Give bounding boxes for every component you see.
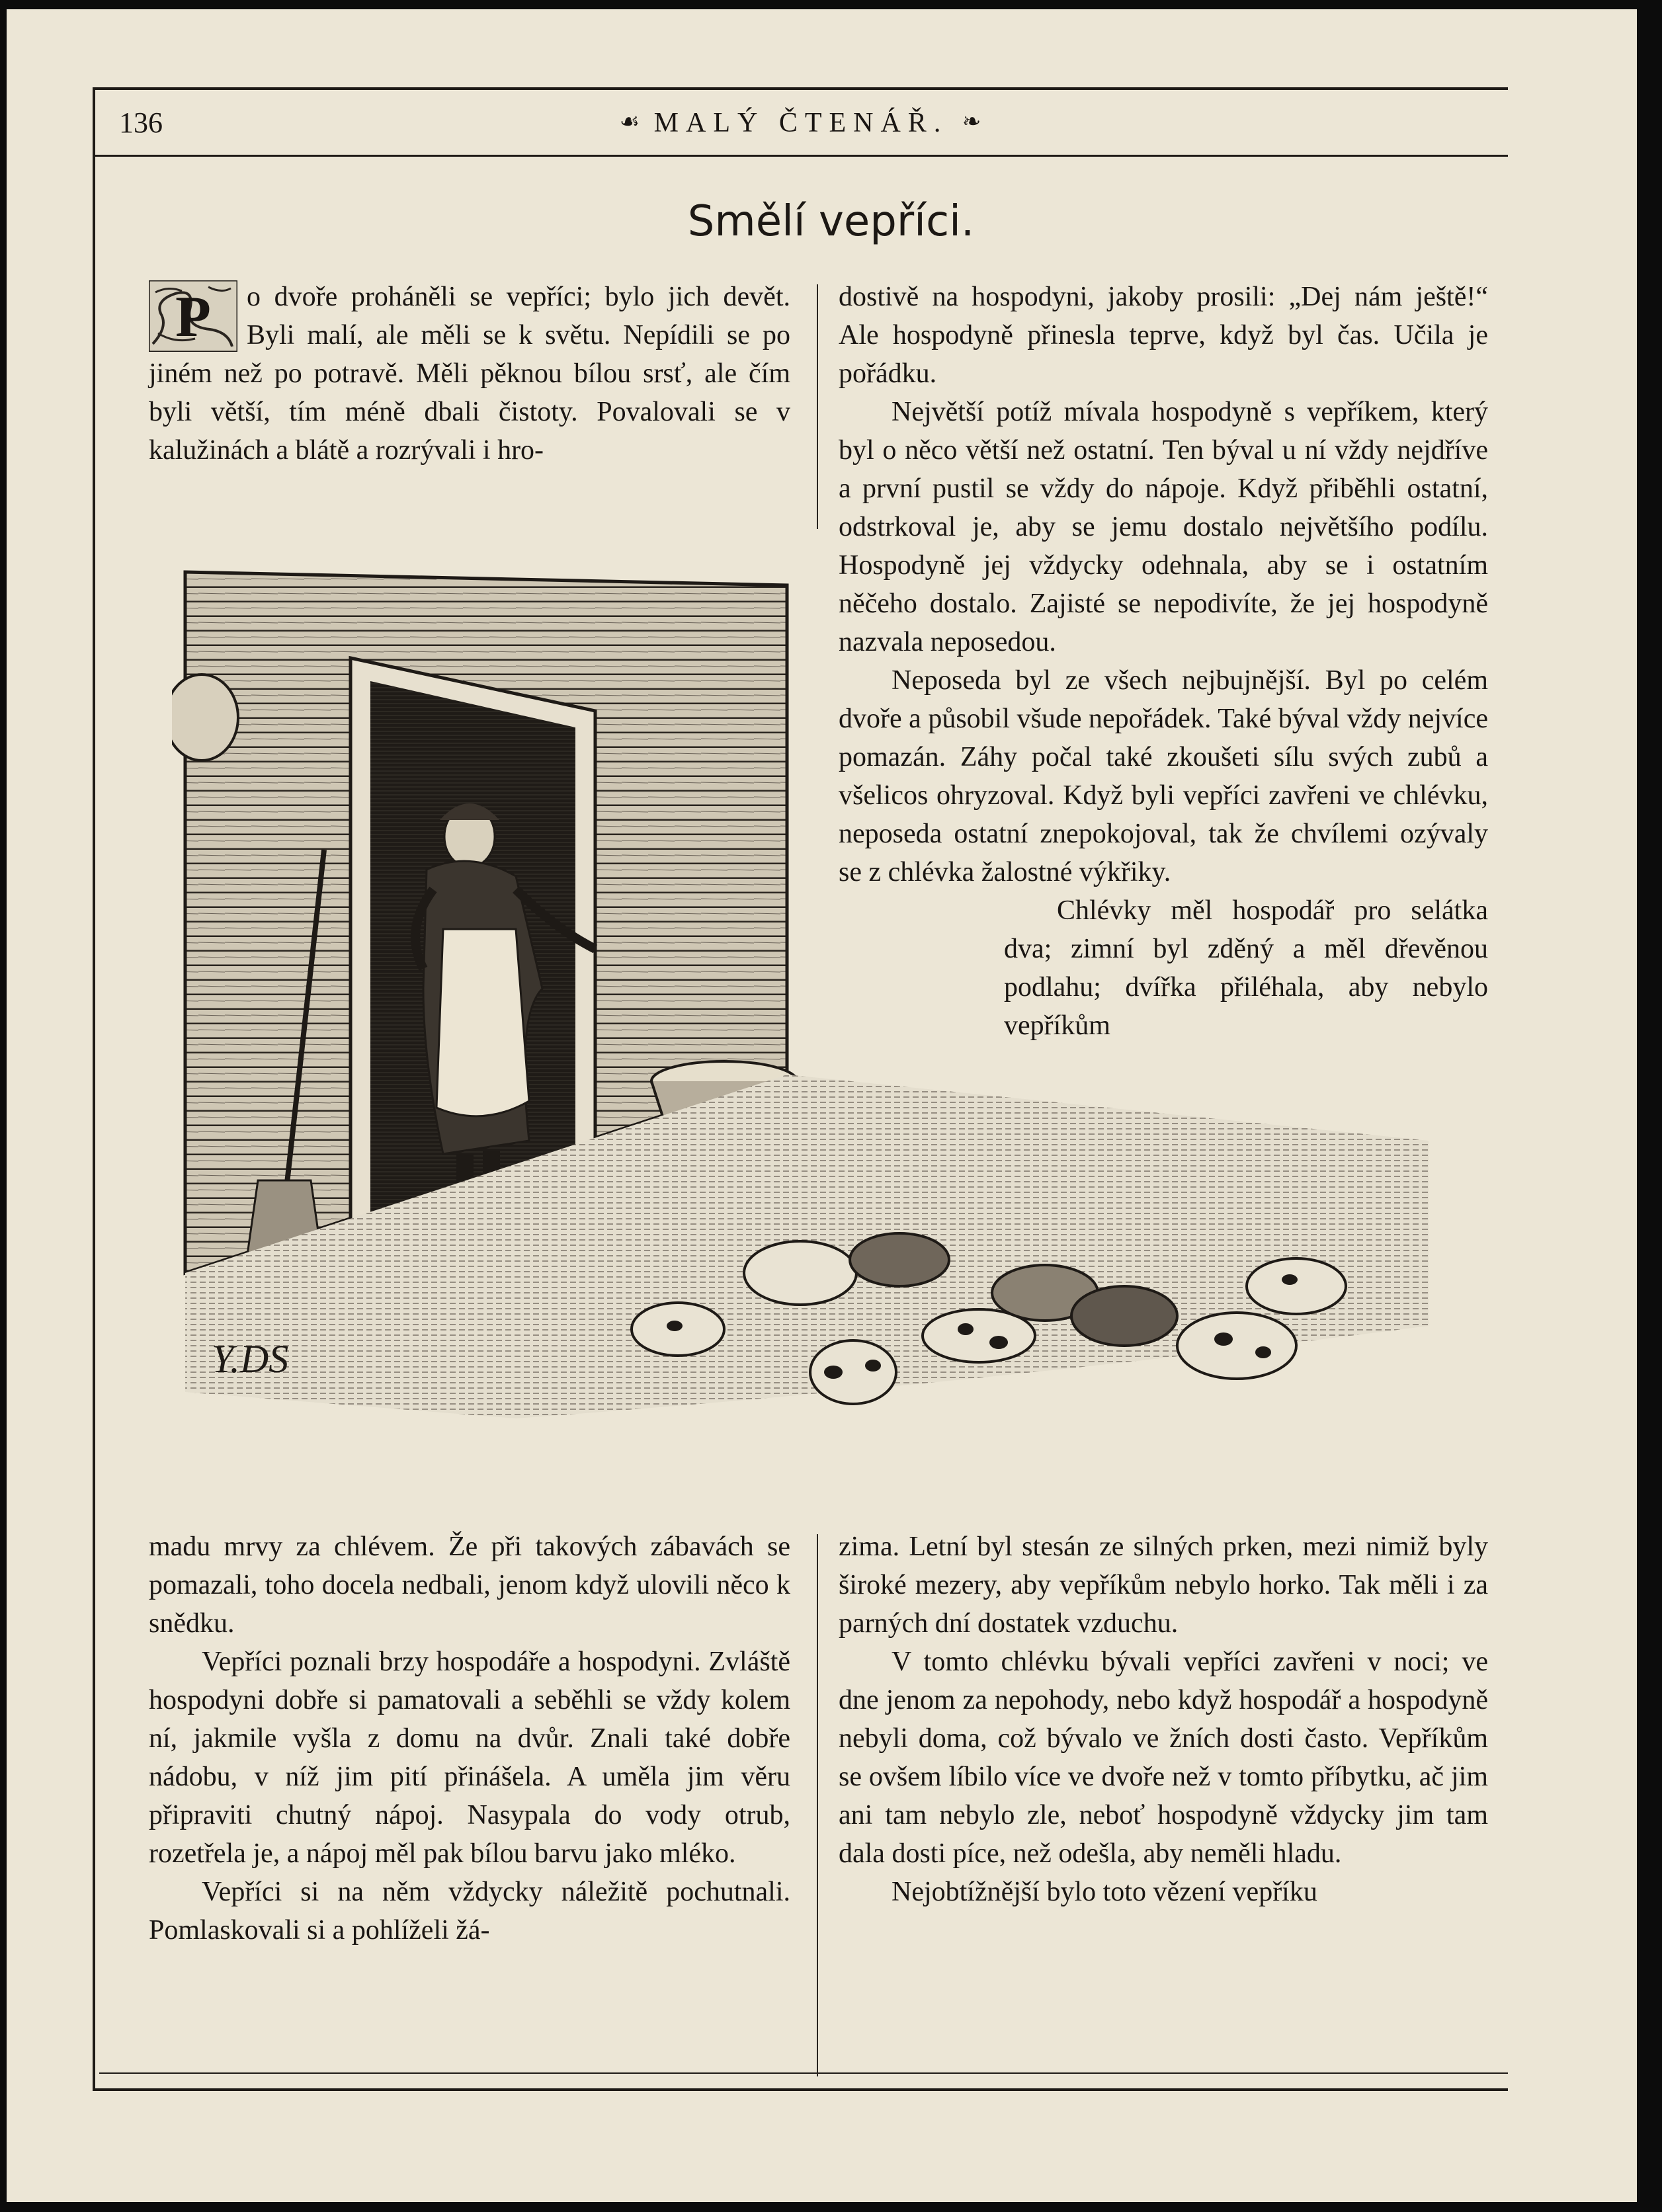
- svg-text:P: P: [175, 285, 211, 349]
- artist-signature: Y.DS: [212, 1337, 289, 1381]
- paragraph: Nejobtížnější bylo toto vězení vepříku: [892, 1877, 1317, 1907]
- paragraph: zima. Letní byl stesán ze silných prken, mezi nimiž byly široké mezery, aby vepříkům nebylo horko. Tak měli i za parných dní dostatek vzduchu.: [839, 1532, 1488, 1639]
- barn-pigs-engraving: [172, 559, 1429, 1498]
- paragraph: Vepříci si na něm vždycky náležitě pochutnali. Pomlaskovali si a pohlíželi žá-: [149, 1877, 790, 1946]
- journal-title: MALÝ ČTENÁŘ.: [653, 108, 948, 138]
- article-title: Smělí vepříci.: [687, 197, 975, 246]
- dropcap: [149, 280, 237, 352]
- frame-header-rule: [93, 155, 1508, 157]
- column-divider-top: [817, 284, 818, 529]
- frame-top-rule: [93, 87, 1508, 90]
- paragraph: Neposeda byl ze všech nejbujnější. Byl po celém dvoře a působil všude nepořádek. Také býval vždy nejvíce pomazán. Záhy počal také zkoušeti sílu svých zubů a všelicos ohryzoval. Když byli vepříci zavřeni ve chlévku, neposeda ostatní znepokojoval, tak že chvílemi ozývaly se z chlévka žalostné výkřiky.: [839, 665, 1488, 887]
- running-header: [99, 99, 1501, 152]
- frame-bottom-rule: [93, 2088, 1508, 2091]
- ornament-right-icon: ❧: [962, 110, 981, 134]
- paragraph: V tomto chlévku bývali vepříci zavřeni v noci; ve dne jenom za nepohody, nebo když hospodář a hospodyně nebyli doma, což bývalo ve žních dosti často. Vepříkům se ovšem líbilo více ve dvoře než v tomto příbytku, ač jim ani tam nebylo zle, neboť hospodyně vždycky jim tam dala dosti píce, než odešla, aby neměli hladu.: [839, 1647, 1488, 1869]
- frame-left-rule: [93, 87, 95, 2091]
- paragraph: o dvoře proháněli se vepříci; bylo jich devět. Byli malí, ale měli se k světu. Nepídili se po jiném než po potravě. Měli pěknou bílou srsť, ale čím byli větší, tím méně dbali čistoty. Povalovali se v kalužinách a blátě a rozrývali i hro-: [149, 282, 790, 466]
- page-number: 136: [119, 106, 163, 139]
- frame-bottom-rule-inner: [99, 2072, 1508, 2074]
- paragraph: Největší potíž mívala hospodyně s vepříkem, který byl o něco větší než ostatní. Ten býval u ní vždy nejdříve a první pustil se vždy do nápoje. Když přiběhli ostatní, odstrkoval je, aby se jemu dostalo největšího podílu. Hospodyně jej vždycky odehnala, aby se i ostatním něčeho dostalo. Zajisté se nepodivíte, že jej hospodyně nazvala neposedou.: [839, 397, 1488, 657]
- column-divider-bottom: [817, 1534, 818, 2076]
- column-left-top: [149, 278, 790, 470]
- ornament-left-icon: ☙: [619, 110, 640, 134]
- paragraph: Vepříci poznali brzy hospodáře a hospodyni. Zvláště hospodyni dobře si pamatovali a seběhli se vždy kolem ní, jakmile vyšla z domu na dvůr. Znali také dobře nádobu, v níž jim pití přinášela. A uměla jim věru připraviti chutný nápoj. Nasypala do vody otrub, rozetřela je, a nápoj měl pak bílou barvu jako mléko.: [149, 1647, 790, 1869]
- paragraph: madu mrvy za chlévem. Že při takových zábavách se pomazali, toho docela nedbali, jenom když ulovili něco k snědku.: [149, 1532, 790, 1639]
- paragraph: dostivě na hospodyni, jakoby prosili: „Dej nám ještě!“ Ale hospodyně přinesla teprve, když byl čas. Učila je pořádku.: [839, 282, 1488, 389]
- running-title: [99, 107, 1501, 139]
- paragraph: Chlévky měl hospodář pro selátka dva; zimní byl zděný a měl dřevěnou podlahu; dvířka přiléhala, aby nebylo vepříkům: [1004, 895, 1488, 1041]
- column-left-bottom: [149, 1528, 790, 1949]
- engraving-illustration: [172, 559, 1429, 1498]
- dropcap-ornament-icon: [149, 280, 237, 352]
- column-right-bottom: [839, 1528, 1488, 1911]
